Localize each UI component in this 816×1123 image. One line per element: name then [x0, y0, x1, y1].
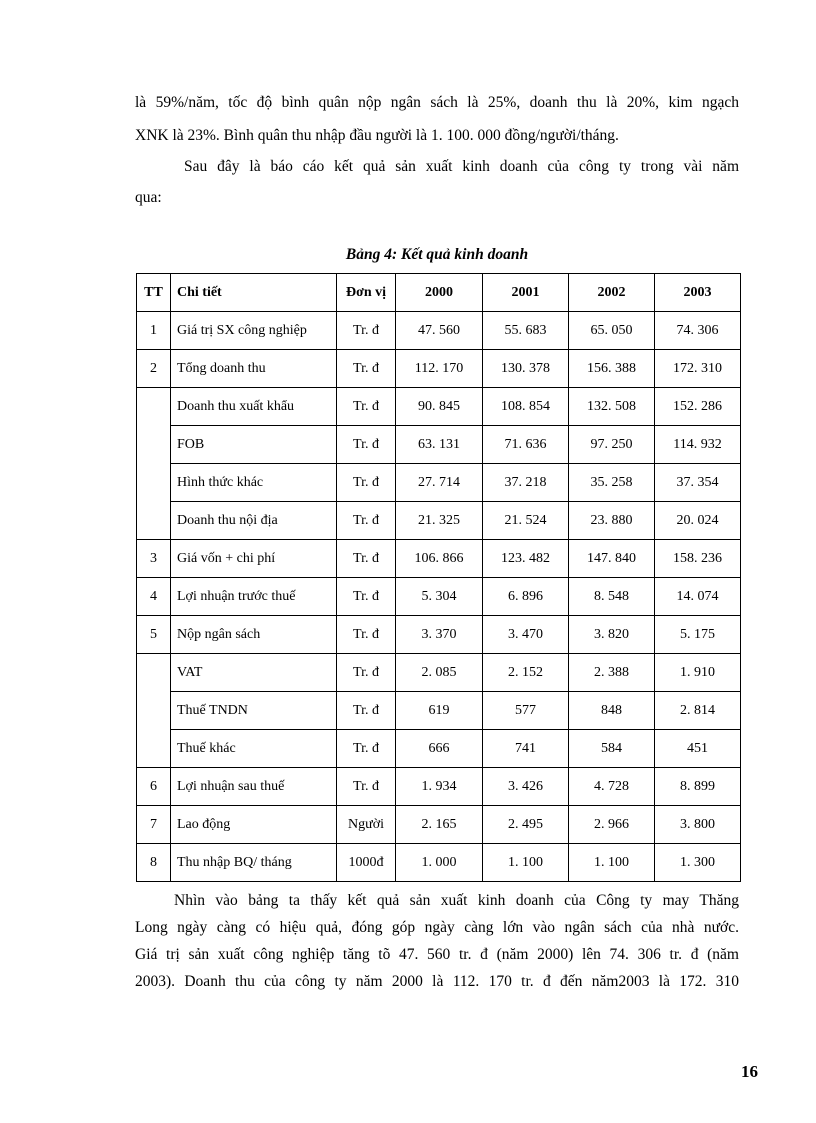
row-value-cell: 2. 085: [396, 654, 483, 692]
table-header-cell: TT: [137, 274, 171, 312]
outro-line-3: Giá trị sản xuất công nghiệp tăng tõ 47. 560 tr. đ (năm 2000) lên 74. 306 tr. đ (năm: [135, 946, 739, 963]
row-index-cell: 4: [137, 578, 171, 616]
row-value-cell: 6. 896: [483, 578, 569, 616]
row-label-cell: Lao động: [171, 806, 337, 844]
row-value-cell: 71. 636: [483, 426, 569, 464]
row-value-cell: 1. 100: [483, 844, 569, 882]
row-value-cell: 37. 354: [655, 464, 741, 502]
row-value-cell: 5. 304: [396, 578, 483, 616]
row-value-cell: 1. 300: [655, 844, 741, 882]
row-value-cell: 47. 560: [396, 312, 483, 350]
row-value-cell: 74. 306: [655, 312, 741, 350]
table-header-cell: Đơn vị: [337, 274, 396, 312]
row-index-cell: 5: [137, 616, 171, 654]
row-unit-cell: Tr. đ: [337, 616, 396, 654]
row-index-cell: 2: [137, 350, 171, 388]
table-row: [137, 616, 741, 654]
row-label-cell: Thu nhập BQ/ tháng: [171, 844, 337, 882]
table-header-cell: 2000: [396, 274, 483, 312]
row-index-cell: 6: [137, 768, 171, 806]
table-row: [137, 350, 741, 388]
table-header-cell: 2003: [655, 274, 741, 312]
row-label-cell: Giá vốn + chi phí: [171, 540, 337, 578]
results-table: [136, 273, 741, 882]
outro-line-2: Long ngày càng có hiệu quả, đóng góp ngày càng lớn vào ngân sách của nhà nước.: [135, 919, 739, 936]
row-value-cell: 8. 899: [655, 768, 741, 806]
row-index-cell: 7: [137, 806, 171, 844]
row-unit-cell: Tr. đ: [337, 654, 396, 692]
row-value-cell: 132. 508: [569, 388, 655, 426]
page-number: 16: [741, 1062, 758, 1081]
row-value-cell: 158. 236: [655, 540, 741, 578]
table-row: [137, 502, 741, 540]
row-value-cell: 3. 470: [483, 616, 569, 654]
table-row: [137, 426, 741, 464]
table-row: [137, 730, 741, 768]
row-value-cell: 2. 814: [655, 692, 741, 730]
row-value-cell: 3. 370: [396, 616, 483, 654]
row-value-cell: 152. 286: [655, 388, 741, 426]
row-label-cell: Lợi nhuận sau thuế: [171, 768, 337, 806]
row-unit-cell: Tr. đ: [337, 312, 396, 350]
row-label-cell: Lợi nhuận trước thuế: [171, 578, 337, 616]
row-value-cell: 108. 854: [483, 388, 569, 426]
row-value-cell: 1. 910: [655, 654, 741, 692]
row-value-cell: 106. 866: [396, 540, 483, 578]
table-header-cell: 2002: [569, 274, 655, 312]
intro-line-3: Sau đây là báo cáo kết quả sản xuất kinh doanh của công ty trong vài năm: [184, 158, 739, 175]
row-value-cell: 63. 131: [396, 426, 483, 464]
row-index-cell: 1: [137, 312, 171, 350]
row-value-cell: 848: [569, 692, 655, 730]
row-label-cell: Thuế khác: [171, 730, 337, 768]
row-unit-cell: 1000đ: [337, 844, 396, 882]
row-index-cell: [137, 388, 171, 540]
row-value-cell: 666: [396, 730, 483, 768]
row-value-cell: 4. 728: [569, 768, 655, 806]
row-value-cell: 21. 325: [396, 502, 483, 540]
row-unit-cell: Tr. đ: [337, 692, 396, 730]
row-value-cell: 1. 000: [396, 844, 483, 882]
row-value-cell: 577: [483, 692, 569, 730]
row-index-cell: 8: [137, 844, 171, 882]
row-value-cell: 90. 845: [396, 388, 483, 426]
intro-line-2: XNK là 23%. Bình quân thu nhập đầu người là 1. 100. 000 đồng/người/tháng.: [135, 127, 619, 144]
row-value-cell: 156. 388: [569, 350, 655, 388]
row-value-cell: 741: [483, 730, 569, 768]
row-value-cell: 123. 482: [483, 540, 569, 578]
row-unit-cell: Người: [337, 806, 396, 844]
row-unit-cell: Tr. đ: [337, 730, 396, 768]
row-value-cell: 451: [655, 730, 741, 768]
table-row: [137, 692, 741, 730]
outro-line-4: 2003). Doanh thu của công ty năm 2000 là 112. 170 tr. đ đến năm2003 là 172. 310: [135, 973, 739, 990]
row-unit-cell: Tr. đ: [337, 540, 396, 578]
outro-line-1: Nhìn vào bảng ta thấy kết quả sản xuất kinh doanh của Công ty may Thăng: [174, 892, 739, 909]
row-label-cell: Tổng doanh thu: [171, 350, 337, 388]
row-unit-cell: Tr. đ: [337, 388, 396, 426]
row-value-cell: 147. 840: [569, 540, 655, 578]
row-value-cell: 1. 100: [569, 844, 655, 882]
table-row: [137, 388, 741, 426]
row-value-cell: 20. 024: [655, 502, 741, 540]
row-unit-cell: Tr. đ: [337, 578, 396, 616]
row-value-cell: 14. 074: [655, 578, 741, 616]
row-value-cell: 619: [396, 692, 483, 730]
row-value-cell: 172. 310: [655, 350, 741, 388]
row-value-cell: 65. 050: [569, 312, 655, 350]
row-value-cell: 3. 800: [655, 806, 741, 844]
row-index-cell: [137, 654, 171, 768]
row-value-cell: 27. 714: [396, 464, 483, 502]
row-value-cell: 584: [569, 730, 655, 768]
row-label-cell: Hình thức khác: [171, 464, 337, 502]
row-value-cell: 2. 966: [569, 806, 655, 844]
row-label-cell: Nộp ngân sách: [171, 616, 337, 654]
row-label-cell: Doanh thu nội địa: [171, 502, 337, 540]
row-value-cell: 8. 548: [569, 578, 655, 616]
table-row: [137, 768, 741, 806]
row-label-cell: Thuế TNDN: [171, 692, 337, 730]
row-value-cell: 2. 152: [483, 654, 569, 692]
row-value-cell: 1. 934: [396, 768, 483, 806]
table-header-cell: Chi tiết: [171, 274, 337, 312]
row-value-cell: 2. 495: [483, 806, 569, 844]
table-row: [137, 312, 741, 350]
table-header-cell: 2001: [483, 274, 569, 312]
table-row: [137, 578, 741, 616]
row-value-cell: 3. 820: [569, 616, 655, 654]
row-unit-cell: Tr. đ: [337, 768, 396, 806]
table-row: [137, 654, 741, 692]
row-unit-cell: Tr. đ: [337, 502, 396, 540]
table-row: [137, 464, 741, 502]
row-value-cell: 97. 250: [569, 426, 655, 464]
table-caption: Bảng 4: Kết quả kinh doanh: [345, 246, 529, 263]
row-value-cell: 112. 170: [396, 350, 483, 388]
table-row: [137, 540, 741, 578]
row-value-cell: 5. 175: [655, 616, 741, 654]
row-label-cell: VAT: [171, 654, 337, 692]
row-value-cell: 114. 932: [655, 426, 741, 464]
row-index-cell: 3: [137, 540, 171, 578]
row-value-cell: 37. 218: [483, 464, 569, 502]
table-header-row: [137, 274, 741, 312]
row-unit-cell: Tr. đ: [337, 464, 396, 502]
row-label-cell: FOB: [171, 426, 337, 464]
row-value-cell: 3. 426: [483, 768, 569, 806]
table-row: [137, 806, 741, 844]
table-row: [137, 844, 741, 882]
row-label-cell: Giá trị SX công nghiệp: [171, 312, 337, 350]
row-value-cell: 35. 258: [569, 464, 655, 502]
row-unit-cell: Tr. đ: [337, 350, 396, 388]
intro-line-4: qua:: [135, 189, 162, 206]
row-value-cell: 2. 388: [569, 654, 655, 692]
row-unit-cell: Tr. đ: [337, 426, 396, 464]
intro-line-1: là 59%/năm, tốc độ bình quân nộp ngân sách là 25%, doanh thu là 20%, kim ngạch: [135, 94, 739, 111]
row-value-cell: 23. 880: [569, 502, 655, 540]
row-value-cell: 2. 165: [396, 806, 483, 844]
row-value-cell: 21. 524: [483, 502, 569, 540]
row-label-cell: Doanh thu xuất khẩu: [171, 388, 337, 426]
row-value-cell: 55. 683: [483, 312, 569, 350]
row-value-cell: 130. 378: [483, 350, 569, 388]
